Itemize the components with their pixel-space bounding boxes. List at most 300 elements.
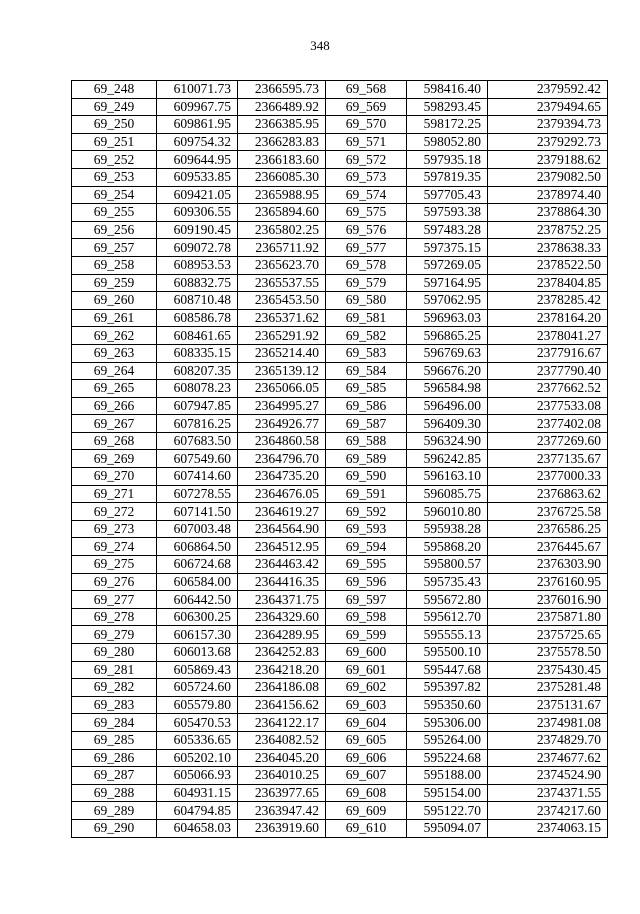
y-coord-right: 2376725.58 (488, 503, 608, 521)
point-id-left: 69_280 (72, 644, 157, 662)
y-coord-right: 2375871.80 (488, 608, 608, 626)
y-coord-left: 2364010.25 (238, 767, 326, 785)
y-coord-left: 2365453.50 (238, 292, 326, 310)
y-coord-left: 2364926.77 (238, 415, 326, 433)
table-row (72, 556, 608, 574)
point-id-right: 69_581 (326, 309, 407, 327)
point-id-left: 69_263 (72, 344, 157, 362)
y-coord-right: 2375281.48 (488, 679, 608, 697)
point-id-right: 69_589 (326, 450, 407, 468)
x-coord-right: 597593.38 (407, 204, 488, 222)
x-coord-left: 609306.55 (157, 204, 238, 222)
point-id-right: 69_596 (326, 573, 407, 591)
table-row (72, 696, 608, 714)
table-row (72, 415, 608, 433)
point-id-right: 69_592 (326, 503, 407, 521)
point-id-left: 69_262 (72, 327, 157, 345)
point-id-right: 69_574 (326, 186, 407, 204)
y-coord-right: 2374063.15 (488, 819, 608, 837)
y-coord-right: 2374981.08 (488, 714, 608, 732)
y-coord-right: 2377135.67 (488, 450, 608, 468)
table-row (72, 344, 608, 362)
y-coord-left: 2364289.95 (238, 626, 326, 644)
x-coord-left: 609421.05 (157, 186, 238, 204)
point-id-left: 69_287 (72, 767, 157, 785)
point-id-left: 69_252 (72, 151, 157, 169)
table-row (72, 520, 608, 538)
table-row (72, 749, 608, 767)
y-coord-left: 2365894.60 (238, 204, 326, 222)
point-id-left: 69_290 (72, 819, 157, 837)
table-row (72, 133, 608, 151)
y-coord-right: 2376016.90 (488, 591, 608, 609)
point-id-right: 69_609 (326, 802, 407, 820)
point-id-right: 69_572 (326, 151, 407, 169)
y-coord-left: 2365802.25 (238, 221, 326, 239)
table-row (72, 327, 608, 345)
y-coord-right: 2377269.60 (488, 432, 608, 450)
point-id-left: 69_276 (72, 573, 157, 591)
x-coord-left: 604794.85 (157, 802, 238, 820)
point-id-right: 69_579 (326, 274, 407, 292)
y-coord-left: 2366283.83 (238, 133, 326, 151)
y-coord-left: 2364082.52 (238, 731, 326, 749)
y-coord-right: 2377402.08 (488, 415, 608, 433)
table-row (72, 679, 608, 697)
point-id-right: 69_604 (326, 714, 407, 732)
x-coord-right: 595800.57 (407, 556, 488, 574)
point-id-left: 69_273 (72, 520, 157, 538)
x-coord-left: 610071.73 (157, 81, 238, 99)
table-row (72, 239, 608, 257)
x-coord-left: 604658.03 (157, 819, 238, 837)
point-id-left: 69_270 (72, 468, 157, 486)
x-coord-right: 598052.80 (407, 133, 488, 151)
x-coord-left: 608586.78 (157, 309, 238, 327)
table-row (72, 380, 608, 398)
y-coord-right: 2375430.45 (488, 661, 608, 679)
x-coord-left: 605336.65 (157, 731, 238, 749)
point-id-right: 69_595 (326, 556, 407, 574)
point-id-right: 69_606 (326, 749, 407, 767)
y-coord-left: 2364186.08 (238, 679, 326, 697)
table-row (72, 309, 608, 327)
x-coord-left: 605202.10 (157, 749, 238, 767)
point-id-left: 69_274 (72, 538, 157, 556)
x-coord-left: 606157.30 (157, 626, 238, 644)
y-coord-left: 2365711.92 (238, 239, 326, 257)
table-row (72, 767, 608, 785)
point-id-left: 69_259 (72, 274, 157, 292)
x-coord-left: 609754.32 (157, 133, 238, 151)
point-id-right: 69_573 (326, 168, 407, 186)
x-coord-right: 595350.60 (407, 696, 488, 714)
y-coord-right: 2378522.50 (488, 256, 608, 274)
x-coord-left: 607278.55 (157, 485, 238, 503)
table-row (72, 538, 608, 556)
y-coord-left: 2363919.60 (238, 819, 326, 837)
x-coord-right: 596769.63 (407, 344, 488, 362)
y-coord-left: 2364416.35 (238, 573, 326, 591)
x-coord-left: 607414.60 (157, 468, 238, 486)
x-coord-right: 595447.68 (407, 661, 488, 679)
point-id-right: 69_607 (326, 767, 407, 785)
table-row (72, 186, 608, 204)
point-id-left: 69_279 (72, 626, 157, 644)
y-coord-left: 2366085.30 (238, 168, 326, 186)
point-id-left: 69_288 (72, 784, 157, 802)
x-coord-right: 595224.68 (407, 749, 488, 767)
table-row (72, 98, 608, 116)
x-coord-left: 606584.00 (157, 573, 238, 591)
point-id-left: 69_268 (72, 432, 157, 450)
y-coord-right: 2379394.73 (488, 116, 608, 134)
y-coord-left: 2365291.92 (238, 327, 326, 345)
x-coord-left: 605470.53 (157, 714, 238, 732)
table-row (72, 644, 608, 662)
point-id-right: 69_593 (326, 520, 407, 538)
y-coord-left: 2364329.60 (238, 608, 326, 626)
table-row (72, 81, 608, 99)
y-coord-left: 2364564.90 (238, 520, 326, 538)
x-coord-right: 596409.30 (407, 415, 488, 433)
y-coord-right: 2376863.62 (488, 485, 608, 503)
x-coord-left: 606864.50 (157, 538, 238, 556)
x-coord-left: 608335.15 (157, 344, 238, 362)
y-coord-left: 2364252.83 (238, 644, 326, 662)
x-coord-left: 608461.65 (157, 327, 238, 345)
point-id-left: 69_261 (72, 309, 157, 327)
point-id-left: 69_265 (72, 380, 157, 398)
table-row (72, 204, 608, 222)
y-coord-right: 2378974.40 (488, 186, 608, 204)
table-row (72, 292, 608, 310)
table-row (72, 784, 608, 802)
point-id-left: 69_277 (72, 591, 157, 609)
table-row (72, 432, 608, 450)
point-id-right: 69_610 (326, 819, 407, 837)
y-coord-left: 2365139.12 (238, 362, 326, 380)
x-coord-right: 596010.80 (407, 503, 488, 521)
point-id-right: 69_583 (326, 344, 407, 362)
point-id-left: 69_275 (72, 556, 157, 574)
x-coord-left: 606300.25 (157, 608, 238, 626)
point-id-right: 69_605 (326, 731, 407, 749)
point-id-right: 69_591 (326, 485, 407, 503)
point-id-left: 69_258 (72, 256, 157, 274)
x-coord-right: 595938.28 (407, 520, 488, 538)
x-coord-left: 609644.95 (157, 151, 238, 169)
point-id-left: 69_260 (72, 292, 157, 310)
y-coord-left: 2363947.42 (238, 802, 326, 820)
point-id-left: 69_257 (72, 239, 157, 257)
table-row (72, 714, 608, 732)
x-coord-left: 609072.78 (157, 239, 238, 257)
point-id-right: 69_601 (326, 661, 407, 679)
x-coord-right: 595188.00 (407, 767, 488, 785)
y-coord-left: 2364735.20 (238, 468, 326, 486)
table-row (72, 661, 608, 679)
point-id-left: 69_253 (72, 168, 157, 186)
y-coord-right: 2378164.20 (488, 309, 608, 327)
y-coord-right: 2378285.42 (488, 292, 608, 310)
y-coord-right: 2378404.85 (488, 274, 608, 292)
y-coord-right: 2378864.30 (488, 204, 608, 222)
point-id-left: 69_266 (72, 397, 157, 415)
y-coord-left: 2364860.58 (238, 432, 326, 450)
x-coord-right: 595868.20 (407, 538, 488, 556)
point-id-left: 69_249 (72, 98, 157, 116)
x-coord-left: 607549.60 (157, 450, 238, 468)
table-row (72, 608, 608, 626)
point-id-right: 69_603 (326, 696, 407, 714)
point-id-left: 69_256 (72, 221, 157, 239)
point-id-left: 69_272 (72, 503, 157, 521)
y-coord-right: 2377916.67 (488, 344, 608, 362)
point-id-left: 69_254 (72, 186, 157, 204)
point-id-right: 69_582 (326, 327, 407, 345)
table-row (72, 221, 608, 239)
point-id-right: 69_571 (326, 133, 407, 151)
x-coord-left: 608953.53 (157, 256, 238, 274)
point-id-left: 69_264 (72, 362, 157, 380)
y-coord-left: 2366385.95 (238, 116, 326, 134)
table-row (72, 397, 608, 415)
y-coord-left: 2364619.27 (238, 503, 326, 521)
y-coord-right: 2378041.27 (488, 327, 608, 345)
table-row (72, 626, 608, 644)
y-coord-right: 2376586.25 (488, 520, 608, 538)
point-id-right: 69_597 (326, 591, 407, 609)
x-coord-left: 608832.75 (157, 274, 238, 292)
x-coord-right: 596163.10 (407, 468, 488, 486)
x-coord-right: 595672.80 (407, 591, 488, 609)
x-coord-left: 606013.68 (157, 644, 238, 662)
point-id-left: 69_269 (72, 450, 157, 468)
coordinate-table (71, 80, 608, 838)
x-coord-right: 597062.95 (407, 292, 488, 310)
y-coord-left: 2366489.92 (238, 98, 326, 116)
point-id-right: 69_608 (326, 784, 407, 802)
y-coord-right: 2374677.62 (488, 749, 608, 767)
x-coord-right: 595094.07 (407, 819, 488, 837)
x-coord-left: 609967.75 (157, 98, 238, 116)
y-coord-left: 2365623.70 (238, 256, 326, 274)
x-coord-right: 595264.00 (407, 731, 488, 749)
point-id-left: 69_250 (72, 116, 157, 134)
point-id-left: 69_271 (72, 485, 157, 503)
y-coord-left: 2364371.75 (238, 591, 326, 609)
y-coord-left: 2364512.95 (238, 538, 326, 556)
y-coord-left: 2363977.65 (238, 784, 326, 802)
y-coord-right: 2379592.42 (488, 81, 608, 99)
x-coord-left: 609190.45 (157, 221, 238, 239)
point-id-right: 69_586 (326, 397, 407, 415)
y-coord-right: 2379494.65 (488, 98, 608, 116)
x-coord-right: 595612.70 (407, 608, 488, 626)
x-coord-right: 596242.85 (407, 450, 488, 468)
point-id-right: 69_575 (326, 204, 407, 222)
table-row (72, 362, 608, 380)
x-coord-left: 607003.48 (157, 520, 238, 538)
x-coord-right: 597269.05 (407, 256, 488, 274)
table-row (72, 168, 608, 186)
x-coord-right: 598293.45 (407, 98, 488, 116)
point-id-left: 69_284 (72, 714, 157, 732)
table-row (72, 802, 608, 820)
x-coord-left: 609533.85 (157, 168, 238, 186)
x-coord-left: 605869.43 (157, 661, 238, 679)
page-number: 348 (310, 38, 330, 53)
y-coord-left: 2365371.62 (238, 309, 326, 327)
point-id-right: 69_577 (326, 239, 407, 257)
point-id-left: 69_267 (72, 415, 157, 433)
x-coord-right: 597819.35 (407, 168, 488, 186)
x-coord-left: 605724.60 (157, 679, 238, 697)
y-coord-right: 2376445.67 (488, 538, 608, 556)
point-id-right: 69_570 (326, 116, 407, 134)
y-coord-left: 2364045.20 (238, 749, 326, 767)
y-coord-right: 2377000.33 (488, 468, 608, 486)
table-row (72, 116, 608, 134)
y-coord-right: 2376160.95 (488, 573, 608, 591)
x-coord-right: 597375.15 (407, 239, 488, 257)
y-coord-right: 2378638.33 (488, 239, 608, 257)
x-coord-right: 597705.43 (407, 186, 488, 204)
point-id-right: 69_580 (326, 292, 407, 310)
point-id-left: 69_255 (72, 204, 157, 222)
point-id-right: 69_585 (326, 380, 407, 398)
point-id-right: 69_576 (326, 221, 407, 239)
y-coord-right: 2379188.62 (488, 151, 608, 169)
table-row (72, 573, 608, 591)
x-coord-right: 595154.00 (407, 784, 488, 802)
y-coord-left: 2365537.55 (238, 274, 326, 292)
point-id-right: 69_587 (326, 415, 407, 433)
point-id-left: 69_286 (72, 749, 157, 767)
x-coord-right: 595397.82 (407, 679, 488, 697)
y-coord-left: 2364156.62 (238, 696, 326, 714)
x-coord-left: 604931.15 (157, 784, 238, 802)
y-coord-right: 2378752.25 (488, 221, 608, 239)
y-coord-right: 2374217.60 (488, 802, 608, 820)
x-coord-right: 595735.43 (407, 573, 488, 591)
y-coord-left: 2365214.40 (238, 344, 326, 362)
x-coord-right: 595306.00 (407, 714, 488, 732)
point-id-left: 69_285 (72, 731, 157, 749)
y-coord-right: 2379292.73 (488, 133, 608, 151)
point-id-left: 69_282 (72, 679, 157, 697)
x-coord-right: 596865.25 (407, 327, 488, 345)
x-coord-left: 606442.50 (157, 591, 238, 609)
point-id-left: 69_281 (72, 661, 157, 679)
x-coord-left: 608710.48 (157, 292, 238, 310)
y-coord-left: 2364463.42 (238, 556, 326, 574)
x-coord-left: 607683.50 (157, 432, 238, 450)
x-coord-right: 595500.10 (407, 644, 488, 662)
point-id-right: 69_602 (326, 679, 407, 697)
x-coord-right: 598416.40 (407, 81, 488, 99)
x-coord-right: 597164.95 (407, 274, 488, 292)
point-id-left: 69_289 (72, 802, 157, 820)
point-id-right: 69_598 (326, 608, 407, 626)
x-coord-right: 597935.18 (407, 151, 488, 169)
x-coord-right: 596584.98 (407, 380, 488, 398)
x-coord-right: 596676.20 (407, 362, 488, 380)
y-coord-left: 2364796.70 (238, 450, 326, 468)
table-row (72, 503, 608, 521)
x-coord-right: 596085.75 (407, 485, 488, 503)
y-coord-right: 2376303.90 (488, 556, 608, 574)
point-id-right: 69_578 (326, 256, 407, 274)
y-coord-left: 2365066.05 (238, 380, 326, 398)
x-coord-left: 605579.80 (157, 696, 238, 714)
table-row (72, 819, 608, 837)
point-id-left: 69_283 (72, 696, 157, 714)
x-coord-right: 596496.00 (407, 397, 488, 415)
table-row (72, 591, 608, 609)
point-id-right: 69_600 (326, 644, 407, 662)
point-id-right: 69_569 (326, 98, 407, 116)
y-coord-right: 2375725.65 (488, 626, 608, 644)
x-coord-right: 597483.28 (407, 221, 488, 239)
y-coord-right: 2374829.70 (488, 731, 608, 749)
x-coord-right: 595122.70 (407, 802, 488, 820)
y-coord-left: 2364122.17 (238, 714, 326, 732)
y-coord-left: 2364218.20 (238, 661, 326, 679)
point-id-left: 69_278 (72, 608, 157, 626)
y-coord-right: 2377662.52 (488, 380, 608, 398)
point-id-right: 69_599 (326, 626, 407, 644)
x-coord-right: 595555.13 (407, 626, 488, 644)
table-row (72, 468, 608, 486)
x-coord-left: 607947.85 (157, 397, 238, 415)
y-coord-right: 2377533.08 (488, 397, 608, 415)
table-row (72, 485, 608, 503)
x-coord-left: 608207.35 (157, 362, 238, 380)
point-id-right: 69_594 (326, 538, 407, 556)
point-id-right: 69_588 (326, 432, 407, 450)
y-coord-right: 2375131.67 (488, 696, 608, 714)
x-coord-left: 608078.23 (157, 380, 238, 398)
y-coord-right: 2377790.40 (488, 362, 608, 380)
y-coord-left: 2365988.95 (238, 186, 326, 204)
x-coord-left: 605066.93 (157, 767, 238, 785)
x-coord-left: 609861.95 (157, 116, 238, 134)
x-coord-right: 596324.90 (407, 432, 488, 450)
y-coord-left: 2366183.60 (238, 151, 326, 169)
x-coord-left: 607816.25 (157, 415, 238, 433)
y-coord-left: 2364676.05 (238, 485, 326, 503)
table-row (72, 731, 608, 749)
table-row (72, 256, 608, 274)
point-id-right: 69_568 (326, 81, 407, 99)
x-coord-left: 607141.50 (157, 503, 238, 521)
y-coord-left: 2366595.73 (238, 81, 326, 99)
table-row (72, 450, 608, 468)
point-id-right: 69_590 (326, 468, 407, 486)
x-coord-left: 606724.68 (157, 556, 238, 574)
table-row (72, 151, 608, 169)
y-coord-right: 2375578.50 (488, 644, 608, 662)
y-coord-right: 2374524.90 (488, 767, 608, 785)
y-coord-left: 2364995.27 (238, 397, 326, 415)
x-coord-right: 596963.03 (407, 309, 488, 327)
point-id-left: 69_251 (72, 133, 157, 151)
x-coord-right: 598172.25 (407, 116, 488, 134)
y-coord-right: 2374371.55 (488, 784, 608, 802)
y-coord-right: 2379082.50 (488, 168, 608, 186)
